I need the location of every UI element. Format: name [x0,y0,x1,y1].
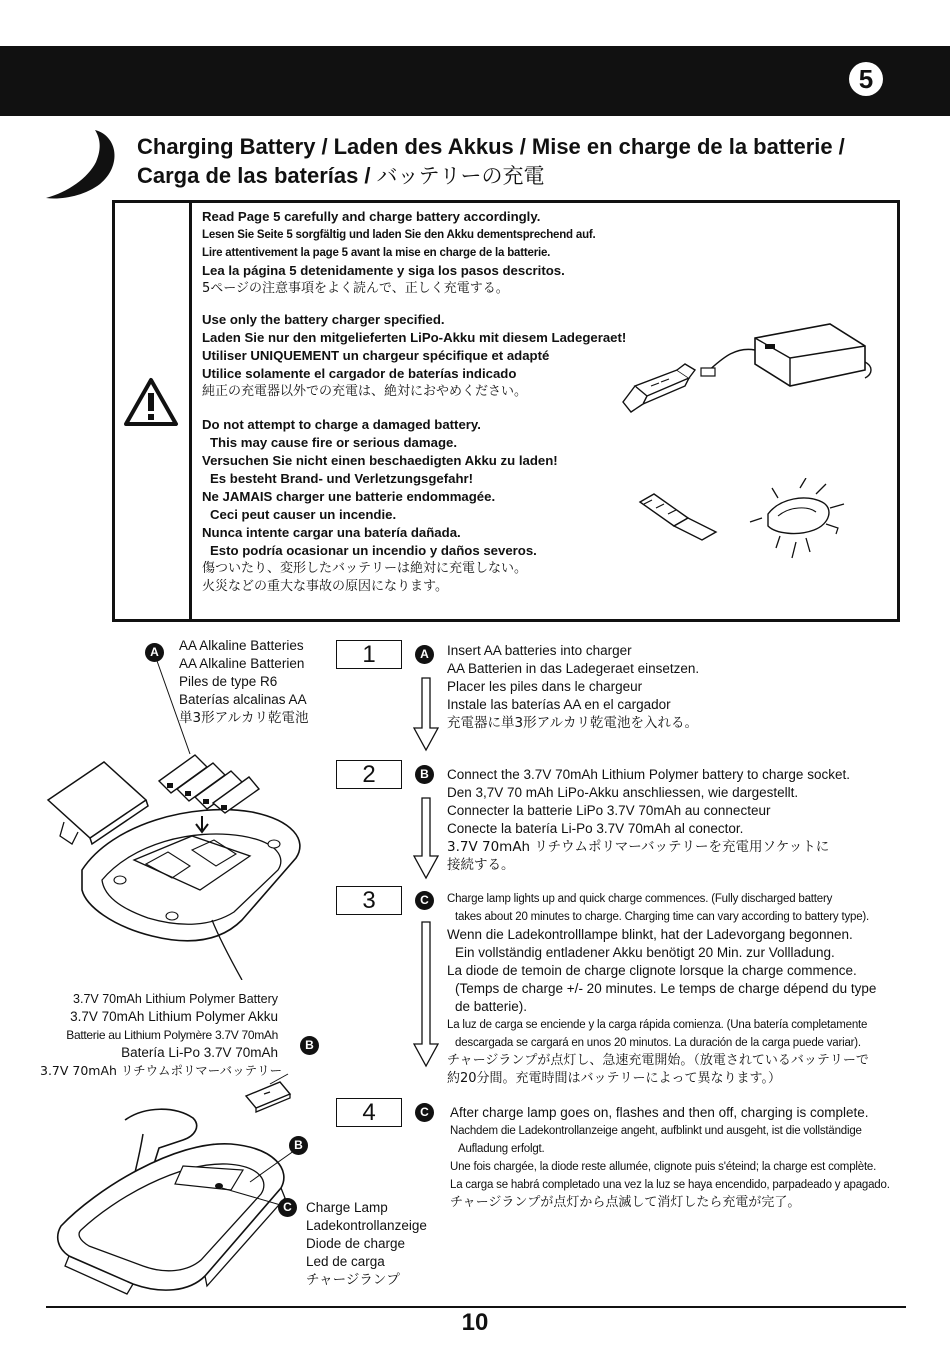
step-3-badge: C [415,891,434,910]
title-fr: Mise en charge de la batterie [531,134,833,159]
damaged-battery-illustration [630,478,860,568]
step-1-arrow-icon [412,676,440,752]
warning-read-block: Read Page 5 carefully and charge battery accordingly. Lesen Sie Seite 5 sorgfältig und laden Sie den Akku dementsprechend auf. Lire attentivement la page 5 avant la mise en charge de la batterie. Lea la página 5 detenidamente y siga los pasos descritos. 5ページの注意事項をよく読んで、正しく充電する。 [202,209,596,296]
warning-divider [189,203,192,619]
title-en: Charging Battery [137,134,316,159]
warning-damaged-block: Do not attempt to charge a damaged battery. This may cause fire or serious damage. Versuchen Sie nicht einen beschaedigten Akku zu laden! Es besteht Brand- und Verletzungsgefahr! Ne JAMAIS charger une batterie endommagée. Ceci peut causer un incendie. Nunca intente cargar una batería dañada. Esto podría ocasionar un incendio y daños severos. 傷ついたり、変形したバッテリーは絶対に充電しない。 火災などの重大な事故の原因になります。 [202,417,558,594]
page-title: Charging Battery / Laden des Akkus / Mise en charge de la batterie / Carga de las baterías / バッテリーの充電 [137,134,845,188]
section-number-badge: 5 [849,62,883,96]
callout-c-text: Charge Lamp Ladekontrollanzeige Diode de charge Led de carga チャージランプ [306,1200,427,1288]
step-3-arrow-icon [412,920,440,1070]
step-1-text: Insert AA batteries into charger AA Batterien in das Ladegeraet einsetzen. Placer les piles dans le chargeur Instale las baterías AA en el cargador 充電器に単3形アルカリ乾電池を入れる。 [447,643,700,731]
callout-b2-badge: B [289,1136,308,1155]
step-2-badge: B [415,765,434,784]
callout-a-badge: A [145,643,164,662]
step-4-badge: C [415,1103,434,1122]
title-jp: バッテリーの充電 [376,164,545,188]
callout-b-badge: B [300,1036,319,1055]
title-de: Laden des Akkus [333,134,514,159]
swoosh-icon [40,126,130,202]
step-4-number: 4 [336,1098,402,1127]
step-2-number: 2 [336,760,402,789]
warning-triangle-icon [122,376,180,428]
warning-charger-block: Use only the battery charger specified. Laden Sie nur den mitgelieferten LiPo-Akku mit diesem Ladegeraet! Utiliser UNIQUEMENT un chargeur spécifique et adapté Utilice solamente el cargador de baterías indicado 純正の充電器以外での充電は、絶対におやめください。 [202,312,627,399]
header-bar [0,46,950,116]
step-4-text: After charge lamp goes on, flashes and then off, charging is complete. Nachdem die Ladekontrollanzeige angeht, aufblinkt und ausgeht, ist die vollständige Aufladung erfolgt. Une fois chargée, la diode reste allumée, clignote puis s'éteind; la charge est complète. La carga se habrá completado una vez la luz se haya encendido, parpadeado y apagado. チャージランプが点灯から点滅して消灯したら充電が完了。 [450,1105,890,1210]
callout-c-badge: C [278,1198,297,1217]
page-number: 10 [461,1309,489,1336]
step-1-badge: A [415,645,434,664]
step-3-number: 3 [336,886,402,915]
step-2-arrow-icon [412,796,440,880]
footer-divider [46,1306,906,1308]
callout-b-text: 3.7V 70mAh Lithium Polymer Battery 3.7V 70mAh Lithium Polymer Akku Batterie au Lithium Polymère 3.7V 70mAh Batería Li-Po 3.7V 70mAh 3.7V 70mAh リチウムポリマーバッテリー [40,992,283,1078]
step-3-text: Charge lamp lights up and quick charge commences. (Fully discharged battery takes about 20 minutes to charge. Charging time can vary according to battery type). Wenn die Ladekontrolllampe blinkt, hat der Ladevorgang begonnen. Ein vollständig entladener Akku benötigt 20 Min. zur Vollladung. La diode de temoin de charge clignote lorsque la charge commence. (Temps de charge +/- 20 minutes. Le temps de charge dépend du type de batterie). La luz de carga se enciende y la carga rápida comienza. (Una batería completamente descargada se cargará en unos 20 minutos. La duración de la carga puede variar). チャージランプが点灯し、急速充電開始。（放電されているバッテリーで 約20分間。充電時間はバッテリーによって異なります。） [447,893,877,1086]
lipo-charger-illustration [615,318,875,428]
step-2-text: Connect the 3.7V 70mAh Lithium Polymer battery to charge socket. Den 3,7V 70 mAh LiPo-Akku anschliessen, wie dargestellt. Connecter la batterie LiPo 3.7V 70mAh au connecteur Conecte la batería Li-Po 3.7V 70mAh al conector. 3.7V 70mAh リチウムポリマーバッテリーを充電用ソケットに 接続する。 [447,767,850,873]
callout-a-text: AA Alkaline Batteries AA Alkaline Batterien Piles de type R6 Baterías alcalinas AA 単3形アルカリ乾電池 [179,638,309,726]
step-1-number: 1 [336,640,402,669]
title-es: Carga de las baterías [137,163,359,188]
